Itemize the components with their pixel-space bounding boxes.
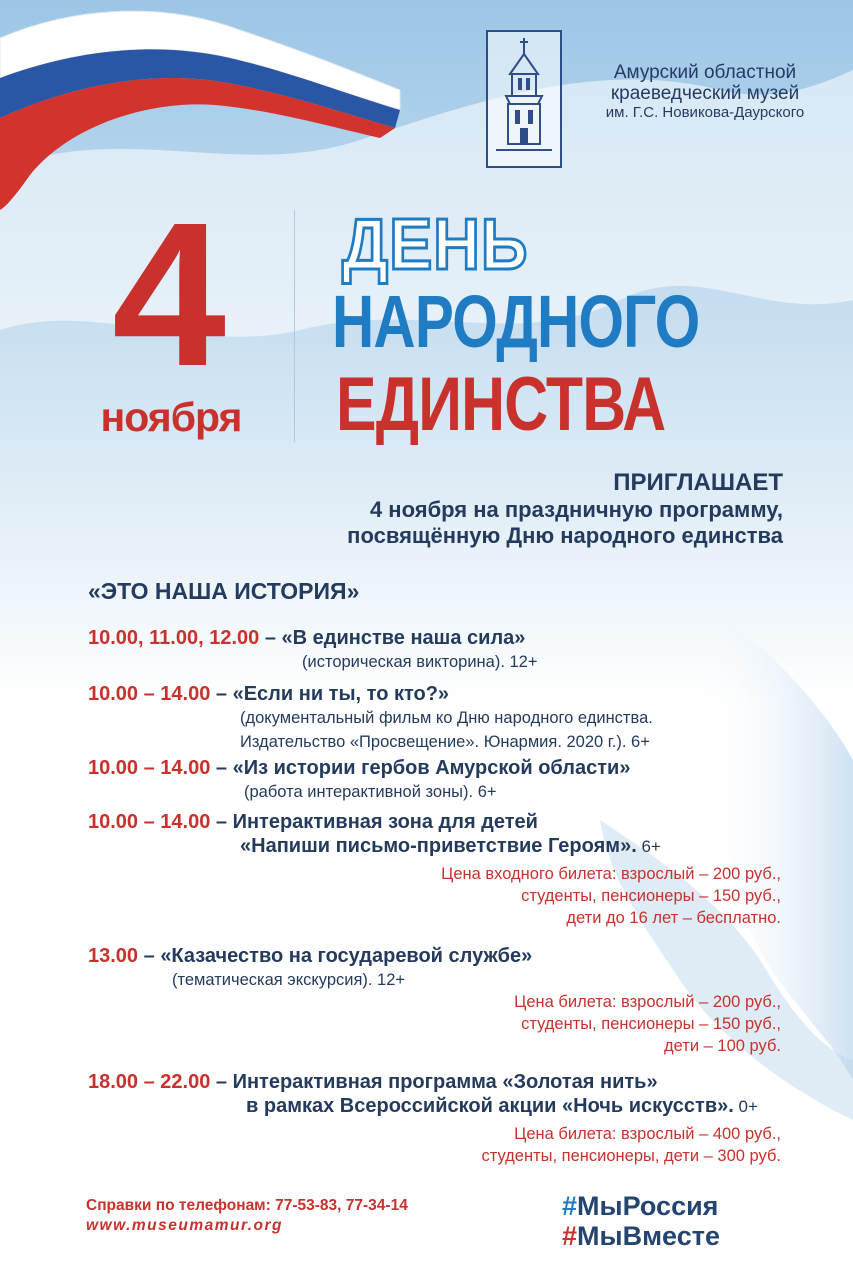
event-name: «Казачество на государевой службе» (160, 945, 533, 967)
event-time: 13.00 (88, 945, 139, 967)
museum-building-icon (488, 32, 560, 166)
event-name-2: «Напиши письмо-приветствие Героям». (240, 835, 637, 857)
event-row (88, 944, 532, 968)
headline-divider (294, 210, 295, 442)
hashtag-my-rossiya[interactable] (562, 1191, 720, 1221)
event-row-continued (240, 834, 661, 859)
hashtag-mark: # (562, 1191, 578, 1221)
invitation-line2: посвящённую Дню народного единства (347, 523, 783, 548)
event-age: 0+ (733, 1097, 758, 1116)
event-price: студенты, пенсионеры – 150 руб., (521, 887, 781, 905)
museum-logo (486, 30, 562, 168)
headline-month: ноября (100, 394, 242, 440)
museum-name-line1: Амурский областной (613, 62, 797, 83)
event-separator: – (138, 945, 161, 967)
event-price: дети до 16 лет – бесплатно. (566, 909, 781, 927)
headline-title-3: ЕДИНСТВА (336, 362, 666, 447)
event-row (88, 756, 630, 780)
event-description: (историческая викторина). 12+ (302, 653, 538, 671)
event-age: 6+ (636, 837, 661, 856)
hashtag-mark: # (562, 1221, 578, 1251)
museum-name (580, 62, 830, 122)
event-name: «В единстве наша сила» (281, 627, 526, 649)
event-row (88, 682, 449, 706)
museum-name-line2: краеведческий музей (610, 83, 800, 104)
event-row (88, 810, 538, 834)
event-time: 18.00 – 22.00 (88, 1071, 211, 1093)
website-link[interactable]: www.museumamur.org (86, 1217, 283, 1234)
event-row (88, 1070, 658, 1094)
event-price: студенты, пенсионеры – 150 руб., (521, 1015, 781, 1033)
hashtags (562, 1191, 720, 1251)
event-row-continued (246, 1094, 758, 1119)
event-price: Цена входного билета: взрослый – 200 руб., (441, 865, 781, 883)
event-description: Издательство «Просвещение». Юнармия. 2020 г.). 6+ (240, 733, 650, 751)
event-separator: – (210, 1071, 233, 1093)
museum-name-line3: им. Г.С. Новикова-Даурского (605, 104, 805, 121)
invitation-title: ПРИГЛАШАЕТ (613, 469, 783, 496)
event-separator: – (210, 683, 233, 705)
event-separator: – (259, 627, 282, 649)
headline-title-2: НАРОДНОГО (332, 280, 700, 363)
hashtag-text: МыВместе (577, 1221, 720, 1251)
event-separator: – (210, 757, 233, 779)
program-title: «ЭТО НАША ИСТОРИЯ» (88, 578, 360, 604)
event-price: студенты, пенсионеры, дети – 300 руб. (481, 1147, 781, 1165)
event-description: (работа интерактивной зоны). 6+ (244, 783, 497, 801)
invitation-block (347, 469, 783, 549)
hashtag-my-vmeste[interactable] (562, 1221, 720, 1251)
event-description: (документальный фильм ко Дню народного единства. (240, 709, 653, 727)
event-price: Цена билета: взрослый – 200 руб., (514, 993, 781, 1011)
event-price: Цена билета: взрослый – 400 руб., (514, 1125, 781, 1143)
event-separator: – (210, 811, 233, 833)
invitation-line1: 4 ноября на праздничную программу, (369, 497, 783, 522)
contact-phones: Справки по телефонам: 77-53-83, 77-34-14 (86, 1197, 408, 1214)
event-row (88, 626, 525, 650)
event-name: Интерактивная программа «Золотая нить» (232, 1071, 658, 1093)
event-time: 10.00, 11.00, 12.00 (88, 627, 260, 649)
event-description: (тематическая экскурсия). 12+ (172, 971, 406, 989)
contacts-block (86, 1196, 408, 1236)
hashtag-text: МыРоссия (577, 1191, 719, 1221)
headline-day: 4 (111, 180, 222, 409)
event-name: «Из истории гербов Амурской области» (232, 757, 631, 779)
event-time: 10.00 – 14.00 (88, 757, 211, 779)
event-name-2: в рамках Всероссийской акции «Ночь искусств». (246, 1095, 734, 1117)
event-price: дети – 100 руб. (664, 1037, 781, 1055)
event-name: «Если ни ты, то кто?» (232, 683, 450, 705)
event-time: 10.00 – 14.00 (88, 683, 211, 705)
event-name: Интерактивная зона для детей (232, 811, 538, 833)
headline-title-1: ДЕНЬ (342, 205, 529, 285)
event-time: 10.00 – 14.00 (88, 811, 211, 833)
